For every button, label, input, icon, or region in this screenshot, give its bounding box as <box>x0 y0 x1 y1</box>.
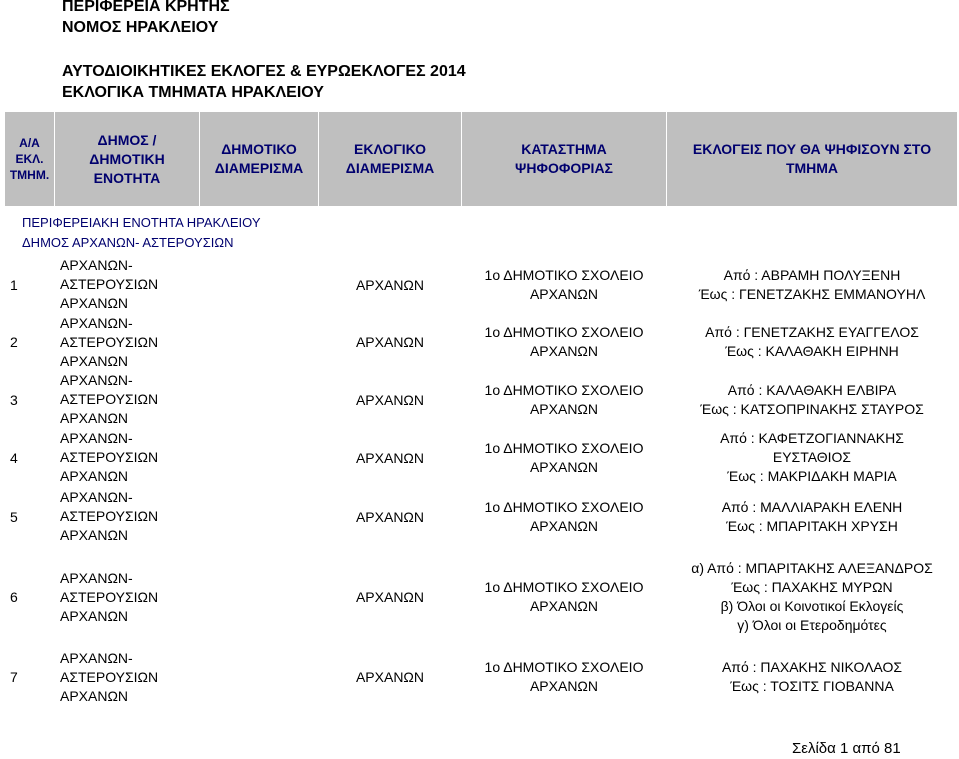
election-title: ΑΥΤΟΔΙΟΙΚΗΤΙΚΕΣ ΕΚΛΟΓΕΣ & ΕΥΡΩΕΚΛΟΓΕΣ 2014 <box>62 63 466 80</box>
electoral-district: ΑΡΧΑΝΩΝ <box>355 669 425 685</box>
voter-range: Από : ΚΑΦΕΤΖΟΓΙΑΝΝΑΚΗΣ ΕΥΣΤΑΘΙΟΣ Έως : ΜΑΚΡΙΔΑΚΗ ΜΑΡΙΑ <box>720 430 904 484</box>
table-row <box>0 313 959 371</box>
row-number: 6 <box>10 589 18 605</box>
electoral-district: ΑΡΧΑΝΩΝ <box>355 276 425 293</box>
column-header-electoral-district-label: ΕΚΛΟΓΙΚΟ ΔΙΑΜΕΡΙΣΜΑ <box>345 141 435 176</box>
municipal-unit: ΑΡΧΑΝΩΝ- ΑΣΤΕΡΟΥΣΙΩΝ ΑΡΧΑΝΩΝ <box>60 430 159 484</box>
voter-range: α) Από : ΜΠΑΡΙΤΑΚΗΣ ΑΛΕΞΑΝΔΡΟΣ Έως : ΠΑΧΑΚΗΣ ΜΥΡΩΝ β) Όλοι οι Κοινοτικοί Εκλογείς γ) Όλοι οι Ετεροδημότες <box>691 560 933 633</box>
row-number: 7 <box>10 669 18 685</box>
column-header-municipal-district <box>200 112 318 206</box>
row-number: 3 <box>10 391 18 408</box>
region-title: ΠΕΡΙΦΕΡΕΙΑ ΚΡΗΤΗΣ <box>62 0 230 15</box>
table-row <box>0 256 959 313</box>
electoral-district: ΑΡΧΑΝΩΝ <box>355 589 425 605</box>
table-row <box>0 371 959 428</box>
polling-station: 1ο ΔΗΜΟΤΙΚΟ ΣΧΟΛΕΙΟ ΑΡΧΑΝΩΝ <box>484 579 644 614</box>
document-title: ΕΚΛΟΓΙΚΑ ΤΜΗΜΑΤΑ ΗΡΑΚΛΕΙΟΥ <box>62 84 324 101</box>
polling-station: 1ο ΔΗΜΟΤΙΚΟ ΣΧΟΛΕΙΟ ΑΡΧΑΝΩΝ <box>484 498 644 534</box>
voter-range: Από : ΑΒΡΑΜΗ ΠΟΛΥΞΕΝΗ Έως : ΓΕΝΕΤΖΑΚΗΣ ΕΜΜΑΝΟΥΗΛ <box>698 266 926 302</box>
column-header-voters-label: ΕΚΛΟΓΕΙΣ ΠΟΥ ΘΑ ΨΗΦΙΣΟΥΝ ΣΤΟ ΤΜΗΜΑ <box>692 141 932 176</box>
municipal-unit: ΑΡΧΑΝΩΝ- ΑΣΤΕΡΟΥΣΙΩΝ ΑΡΧΑΝΩΝ <box>60 649 159 704</box>
municipality-heading: ΔΗΜΟΣ ΑΡΧΑΝΩΝ- ΑΣΤΕΡΟΥΣΙΩΝ <box>22 235 234 250</box>
column-header-polling-station-label: ΚΑΤΑΣΤΗΜΑ ΨΗΦΟΦΟΡΙΑΣ <box>515 141 613 176</box>
row-number: 1 <box>10 276 18 293</box>
polling-station: 1ο ΔΗΜΟΤΙΚΟ ΣΧΟΛΕΙΟ ΑΡΧΑΝΩΝ <box>484 439 644 475</box>
column-header-number-label: Α/Α ΕΚΛ. ΤΜΗΜ. <box>9 136 50 182</box>
table-row <box>0 555 959 639</box>
page-number: Σελίδα 1 από 81 <box>792 740 901 757</box>
table-row <box>0 647 959 707</box>
prefecture-title: ΝΟΜΟΣ ΗΡΑΚΛΕΙΟΥ <box>62 19 219 36</box>
voter-range: Από : ΓΕΝΕΤΖΑΚΗΣ ΕΥΑΓΓΕΛΟΣ Έως : ΚΑΛΑΘΑΚΗ ΕΙΡΗΝΗ <box>705 324 919 359</box>
regional-unit-heading: ΠΕΡΙΦΕΡΕΙΑΚΗ ΕΝΟΤΗΤΑ ΗΡΑΚΛΕΙΟΥ <box>22 215 261 230</box>
column-header-electoral-district <box>319 112 461 206</box>
electoral-district: ΑΡΧΑΝΩΝ <box>355 508 425 525</box>
electoral-district: ΑΡΧΑΝΩΝ <box>355 391 425 408</box>
polling-station: 1ο ΔΗΜΟΤΙΚΟ ΣΧΟΛΕΙΟ ΑΡΧΑΝΩΝ <box>484 381 644 417</box>
municipal-unit: ΑΡΧΑΝΩΝ- ΑΣΤΕΡΟΥΣΙΩΝ ΑΡΧΑΝΩΝ <box>60 569 159 624</box>
column-header-voters <box>667 112 957 206</box>
column-header-municipality <box>55 112 199 206</box>
polling-station: 1ο ΔΗΜΟΤΙΚΟ ΣΧΟΛΕΙΟ ΑΡΧΑΝΩΝ <box>484 659 644 694</box>
column-header-polling-station <box>462 112 666 206</box>
table-row <box>0 428 959 487</box>
row-number: 5 <box>10 508 18 525</box>
column-header-number <box>5 112 54 206</box>
polling-station: 1ο ΔΗΜΟΤΙΚΟ ΣΧΟΛΕΙΟ ΑΡΧΑΝΩΝ <box>484 324 644 359</box>
polling-station: 1ο ΔΗΜΟΤΙΚΟ ΣΧΟΛΕΙΟ ΑΡΧΑΝΩΝ <box>484 266 644 302</box>
municipal-unit: ΑΡΧΑΝΩΝ- ΑΣΤΕΡΟΥΣΙΩΝ ΑΡΧΑΝΩΝ <box>60 372 159 426</box>
voter-range: Από : ΠΑΧΑΚΗΣ ΝΙΚΟΛΑΟΣ Έως : ΤΟΣΙΤΣ ΓΙΟΒΑΝΝΑ <box>721 659 903 694</box>
column-header-municipality-label: ΔΗΜΟΣ / ΔΗΜΟΤΙΚΗ ΕΝΟΤΗΤΑ <box>89 131 165 186</box>
row-number: 4 <box>10 449 18 466</box>
municipal-unit: ΑΡΧΑΝΩΝ- ΑΣΤΕΡΟΥΣΙΩΝ ΑΡΧΑΝΩΝ <box>60 489 159 543</box>
municipal-unit: ΑΡΧΑΝΩΝ- ΑΣΤΕΡΟΥΣΙΩΝ ΑΡΧΑΝΩΝ <box>60 314 159 369</box>
municipal-unit: ΑΡΧΑΝΩΝ- ΑΣΤΕΡΟΥΣΙΩΝ ΑΡΧΑΝΩΝ <box>60 257 159 311</box>
column-header-municipal-district-label: ΔΗΜΟΤΙΚΟ ΔΙΑΜΕΡΙΣΜΑ <box>214 141 304 176</box>
table-row <box>0 487 959 546</box>
row-number: 2 <box>10 334 18 350</box>
voter-range: Από : ΚΑΛΑΘΑΚΗ ΕΛΒΙΡΑ Έως : ΚΑΤΣΟΠΡΙΝΑΚΗΣ ΣΤΑΥΡΟΣ <box>700 381 924 417</box>
electoral-district: ΑΡΧΑΝΩΝ <box>355 449 425 466</box>
voter-range: Από : ΜΑΛΛΙΑΡΑΚΗ ΕΛΕΝΗ Έως : ΜΠΑΡΙΤΑΚΗ ΧΡΥΣΗ <box>721 498 903 534</box>
electoral-district: ΑΡΧΑΝΩΝ <box>355 334 425 350</box>
